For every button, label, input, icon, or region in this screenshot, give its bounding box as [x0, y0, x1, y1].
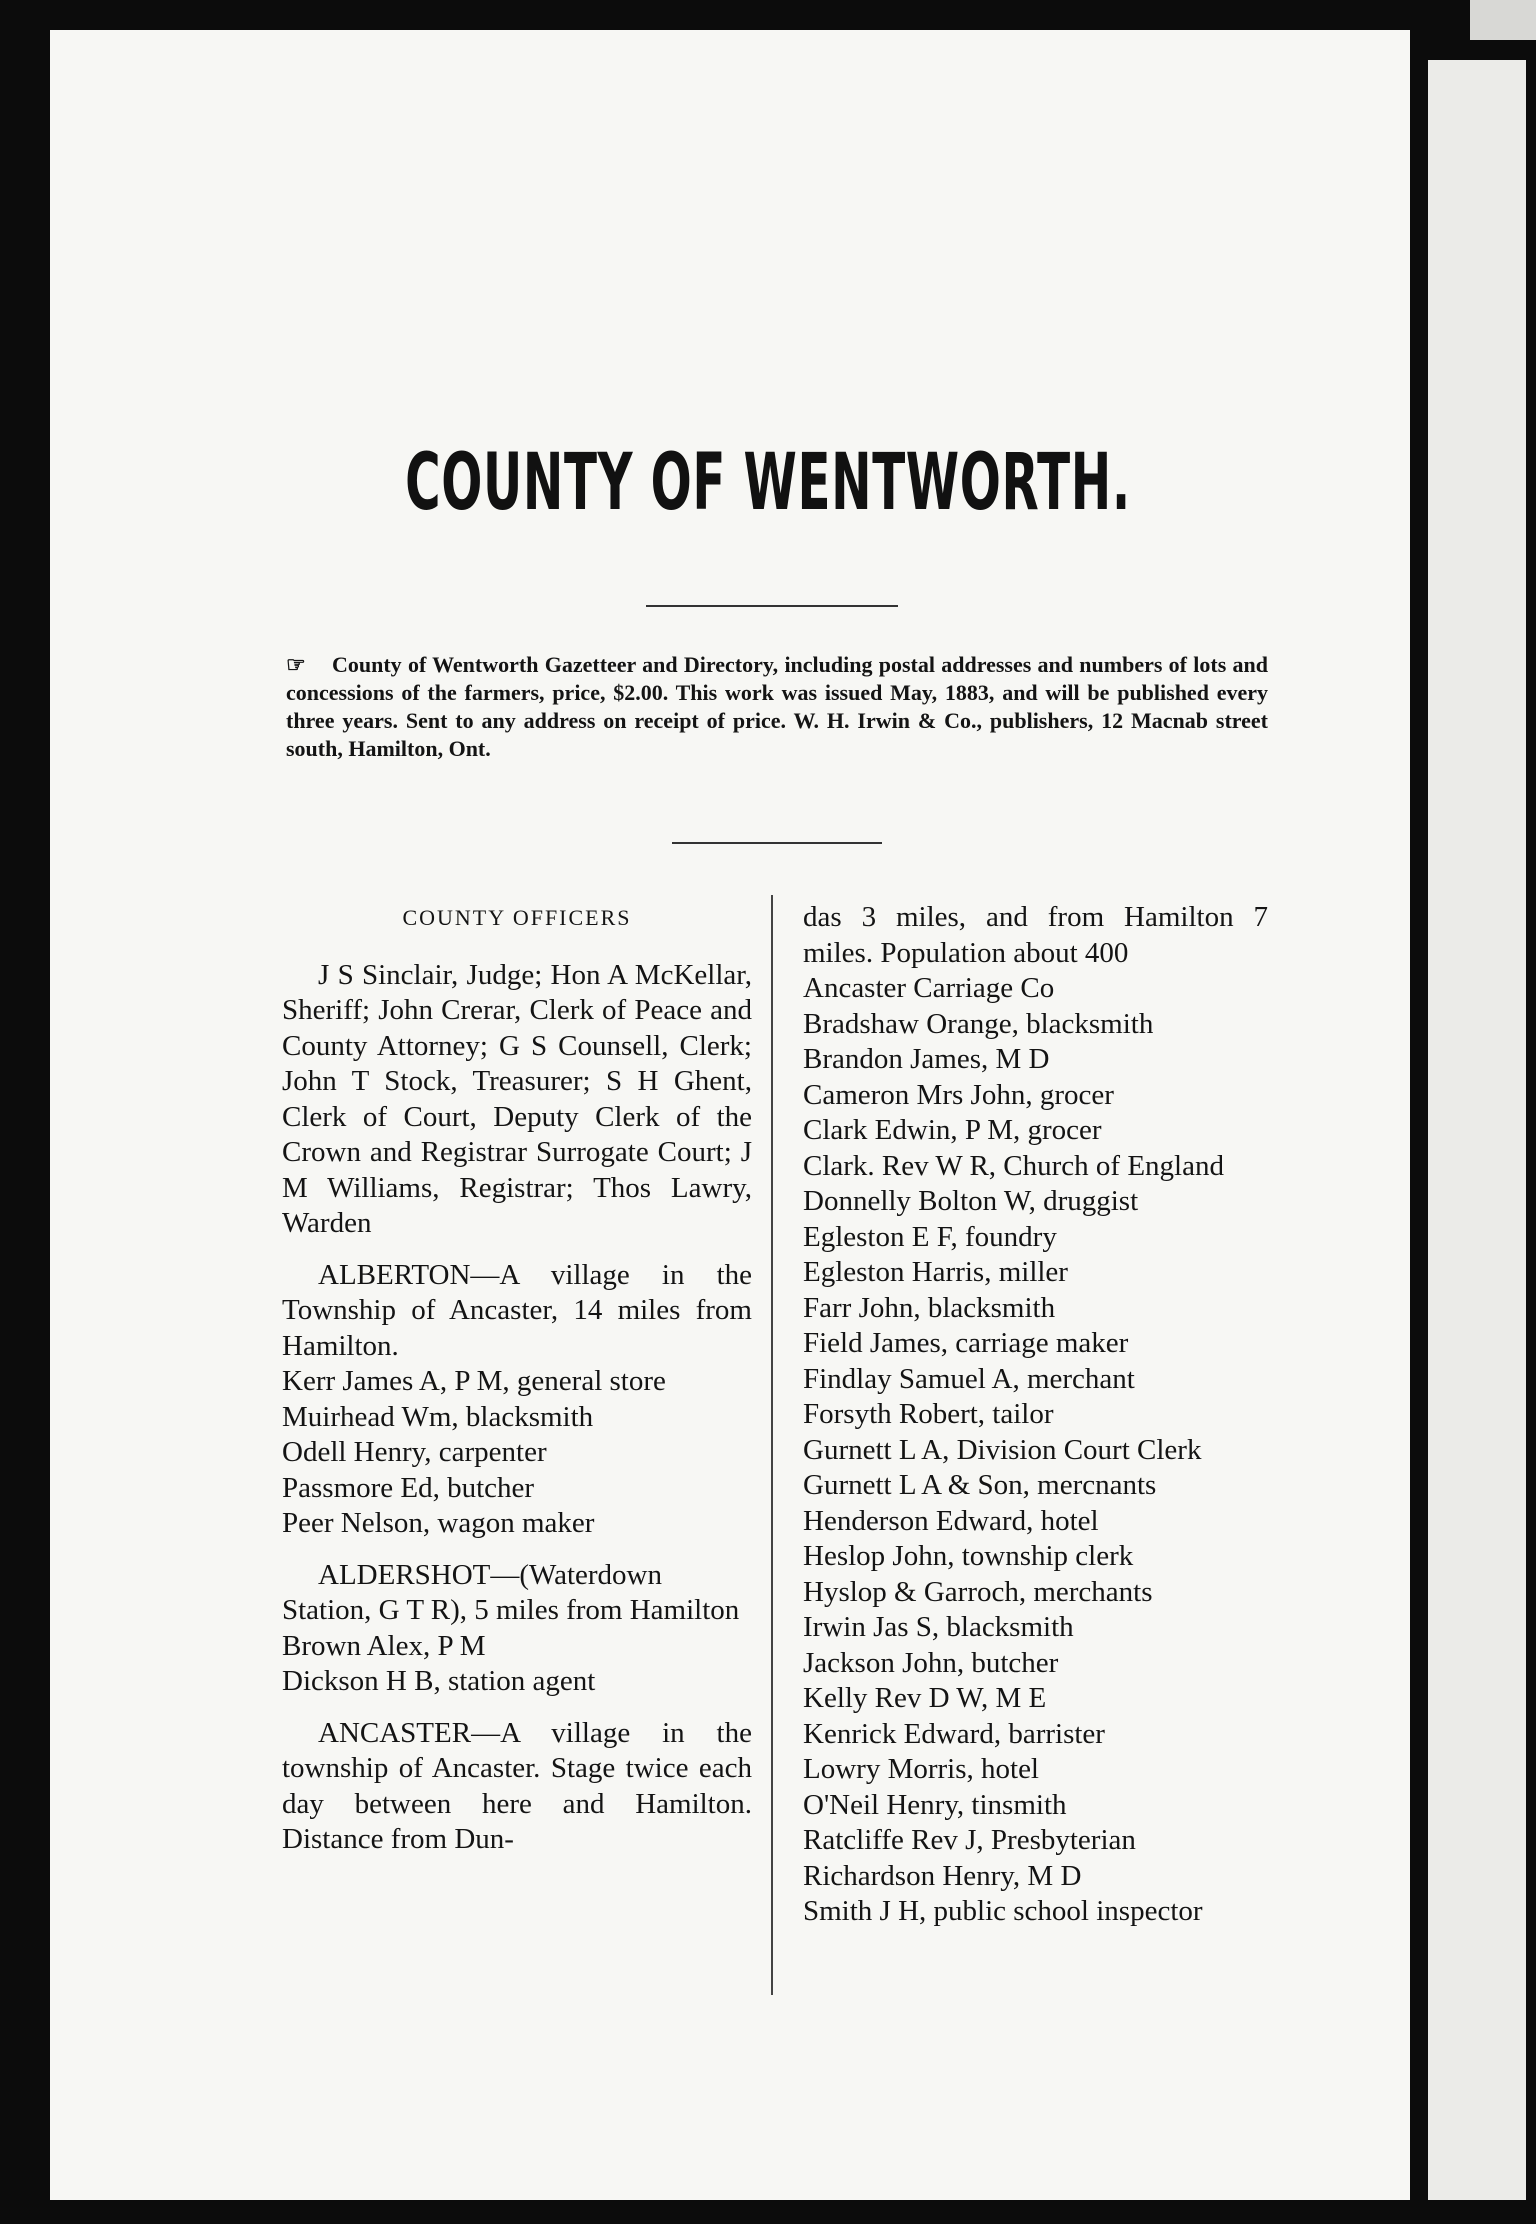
- list-item: Odell Henry, carpenter: [282, 1436, 547, 1468]
- page-title: COUNTY OF WENTWORTH.: [405, 438, 1131, 528]
- spacer: [282, 1542, 752, 1558]
- list-item: Clark. Rev W R, Church of England: [803, 1149, 1224, 1182]
- aldershot-entries: [282, 1629, 752, 1700]
- list-item: Smith J H, public school inspector: [803, 1895, 1203, 1927]
- list-item: Kelly Rev D W, M E: [803, 1682, 1047, 1714]
- list-item: Heslop John, township clerk: [803, 1540, 1134, 1572]
- facing-page-edge: [1428, 60, 1526, 2200]
- list-item: Bradshaw Orange, blacksmith: [803, 1007, 1154, 1040]
- county-officers-text: J S Sinclair, Judge; Hon A McKellar, Sheriff; John Crerar, Clerk of Peace and County Attorney; G S Counsell, Clerk; John T Stock, Treasurer; S H Ghent, Clerk of Court, Deputy Clerk of the Crown and Registrar Surrogate Court; J M Williams, Registrar; Thos Lawry, Warden: [282, 958, 752, 1239]
- list-item: Egleston Harris, miller: [803, 1256, 1068, 1288]
- list-item: Forsyth Robert, tailor: [803, 1398, 1054, 1430]
- pointing-hand-icon: ☞: [286, 652, 306, 677]
- list-item: Cameron Mrs John, grocer: [803, 1078, 1114, 1111]
- list-item: Irwin Jas S, blacksmith: [803, 1611, 1074, 1643]
- alberton-description: ALBERTON—A village in the Township of Ancaster, 14 miles from Hamilton.: [282, 1258, 752, 1362]
- list-item: Ratcliffe Rev J, Presbyterian: [803, 1824, 1136, 1856]
- alberton-entries: [282, 1364, 752, 1542]
- facing-page-corner: [1470, 0, 1536, 40]
- list-item: Field James, carriage maker: [803, 1327, 1129, 1359]
- list-item: Egleston E F, foundry: [803, 1220, 1057, 1253]
- list-item: Kerr James A, P M, general store: [282, 1365, 666, 1397]
- ancaster-continuation: das 3 miles, and from Hamilton 7 miles. Population about 400: [803, 901, 1268, 969]
- list-item: Clark Edwin, P M, grocer: [803, 1114, 1102, 1146]
- list-item: Hyslop & Garroch, merchants: [803, 1575, 1153, 1608]
- intro-text: County of Wentworth Gazetteer and Directory, including postal addresses and numbers of lots and concessions of the farmers, price, $2.00. This work was issued May, 1883, and will be published every three years. Sent to any address on receipt of price. W. H. Irwin & Co., publishers, 12 Macnab street south, Hamilton, Ont.: [286, 652, 1268, 761]
- spacer: [282, 1700, 752, 1716]
- intro-notice: [286, 651, 1268, 763]
- list-item: Henderson Edward, hotel: [803, 1504, 1099, 1537]
- list-item: Brown Alex, P M: [282, 1629, 486, 1662]
- list-item: Findlay Samuel A, merchant: [803, 1362, 1135, 1395]
- list-item: Muirhead Wm, blacksmith: [282, 1400, 594, 1433]
- column-divider: [771, 895, 773, 1995]
- title-rule: [646, 605, 898, 607]
- list-item: Farr John, blacksmith: [803, 1291, 1056, 1324]
- list-item: Ancaster Carriage Co: [803, 972, 1055, 1004]
- list-item: Richardson Henry, M D: [803, 1859, 1082, 1892]
- list-item: O'Neil Henry, tinsmith: [803, 1788, 1067, 1821]
- list-item: Kenrick Edward, barrister: [803, 1717, 1105, 1750]
- list-item: Brandon James, M D: [803, 1043, 1050, 1075]
- aldershot-description: ALDERSHOT—(Waterdown Station, G T R), 5 miles from Hamilton: [282, 1558, 740, 1626]
- intro-rule: [672, 842, 882, 844]
- left-column: [282, 900, 752, 1874]
- list-item: Gurnett L A, Division Court Clerk: [803, 1433, 1202, 1466]
- list-item: Lowry Morris, hotel: [803, 1753, 1039, 1785]
- list-item: Peer Nelson, wagon maker: [282, 1507, 595, 1539]
- list-item: Passmore Ed, butcher: [282, 1471, 535, 1504]
- list-item: Dickson H B, station agent: [282, 1665, 596, 1697]
- right-column: [803, 900, 1268, 1930]
- list-item: Donnelly Bolton W, druggist: [803, 1185, 1139, 1217]
- ancaster-description: ANCASTER—A village in the township of Ancaster. Stage twice each day between here and Hamilton. Distance from Dun-: [282, 1716, 752, 1855]
- county-officers-heading: COUNTY OFFICERS: [402, 905, 632, 930]
- list-item: Jackson John, butcher: [803, 1646, 1059, 1679]
- list-item: Gurnett L A & Son, mercnants: [803, 1469, 1157, 1501]
